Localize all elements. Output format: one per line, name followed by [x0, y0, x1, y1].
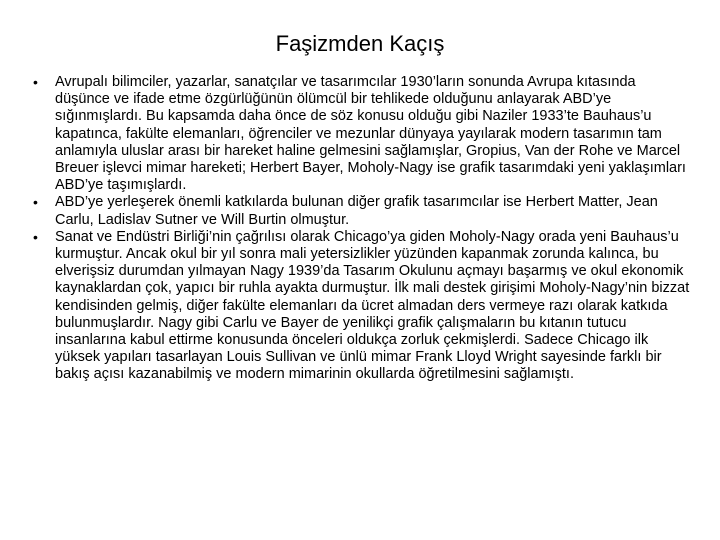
bullet-item [33, 229, 693, 384]
slide-title: Faşizmden Kaçış [275, 31, 445, 56]
bullet-icon: • [33, 194, 38, 211]
bullet-text: ABD’ye yerleşerek önemli katkılarda bulunan diğer grafik tasarımcılar ise Herbert Matter, Jean Carlu, Ladislav Sutner ve Will Burtin olmuştur. [55, 194, 658, 228]
bullet-icon: • [33, 74, 38, 90]
bullet-item [33, 194, 693, 228]
bullet-text: Sanat ve Endüstri Birliği’nin çağrılısı olarak Chicago’ya giden Moholy-Nagy orada yeni Bauhaus’u kurmuştur. Ancak okul bir yıl sonra mali yetersizlikler yüzünden kapanmak zorunda kalınca, bu elverişsiz durumdan yılmayan Nagy 1939’da Tasarım Okulunu açmayı başarmış ve okul ekonomik kaynaklardan çok, yapıcı bir ruhla ayakta durmuştur. İlk mali destek girişimi Moholy-Nagy’nin bizzat kendisinden gelmiş, diğer fakülte elemanları da ücret almadan ders vermeye razı olarak katkıda bulunmuşlardır. Nagy gibi Carlu ve Bayer de yenilikçi grafik çalışmaların bu kıtanın tutucu insanlarına kabul ettirme konusunda önceleri oldukça zorluk çekmişlerdi. Sadece Chicago ilk yüksek yapıları tasarlayan Louis Sullivan ve ünlü mimar Frank Lloyd Wright sayesinde farklı bir bakış açısı kazanabilmiş ve modern mimarinin okullarda öğretilmesini sağlamıştı. [55, 228, 690, 383]
bullet-item [33, 74, 693, 194]
bullet-icon: • [33, 228, 38, 245]
bullet-list [33, 74, 693, 384]
bullet-text: Avrupalı bilimciler, yazarlar, sanatçılar ve tasarımcılar 1930’ların sonunda Avrupa kıtasında düşünce ve ifade etme özgürlüğünün ölümcül bir tehlikede olduğunu anlayarak ABD’ye sığınmışlardı. Bu kapsamda daha önce de söz konusu olduğu gibi Naziler 1933’te Bauhaus’u kapatınca, fakülte elemanları, öğrenciler ve mezunlar dünyaya yayılarak modern tasarımın tam anlamıyla uluslar arası bir hareket haline gelmesini sağlamışlar, Gropius, Van der Rohe ve Marcel Breuer işlevci mimar hareketi; Herbert Bayer, Moholy-Nagy ise grafik tasarımdaki yeni yaklaşımları ABD’ye taşımışlardı. [55, 74, 686, 194]
